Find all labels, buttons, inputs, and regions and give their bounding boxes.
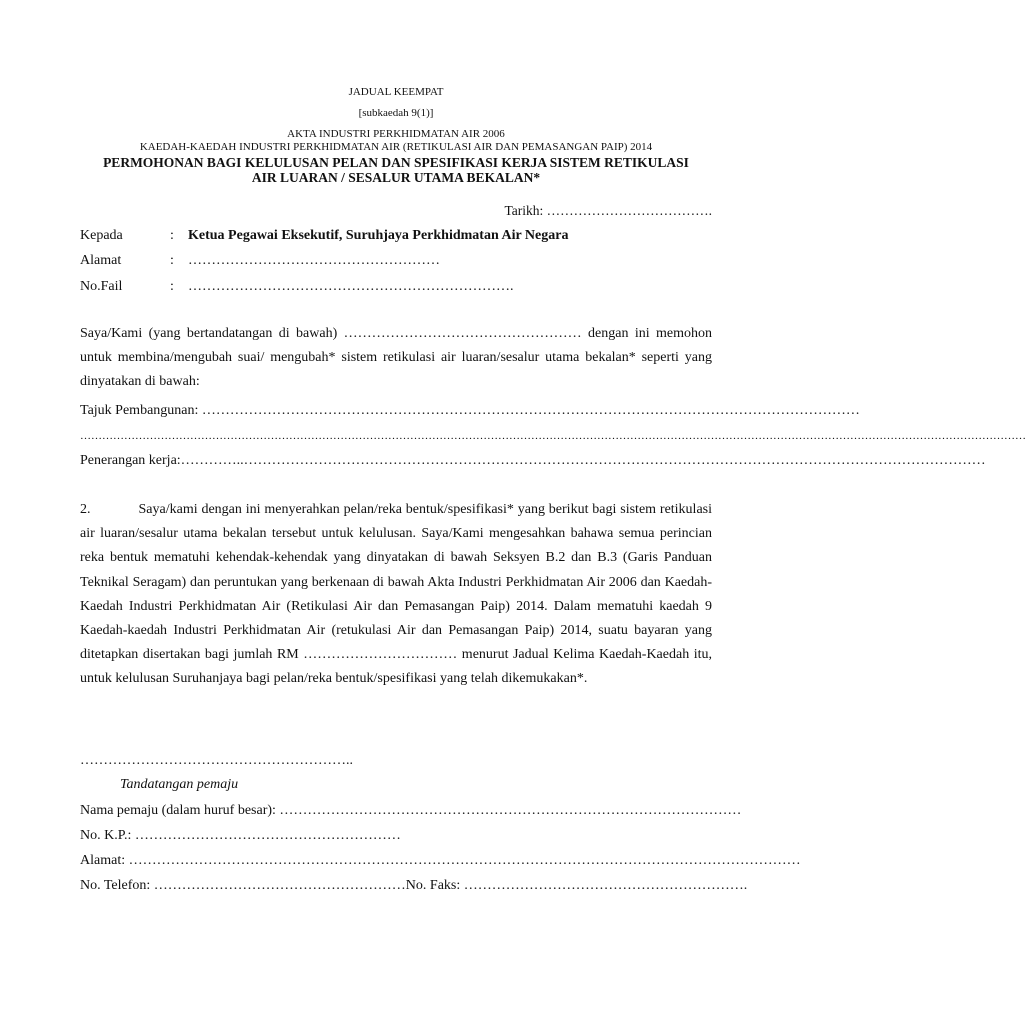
file-number-field[interactable]: ……………………………………………………………. <box>188 279 514 294</box>
rules-title: KAEDAH-KAEDAH INDUSTRI PERKHIDMATAN AIR (RETIKULASI AIR DAN PEMASANGAN PAIP) 2014 <box>139 141 653 153</box>
paragraph-number: 2. <box>80 502 91 517</box>
project-title-field[interactable]: Tajuk Pembangunan: …………………………………………………………………………………………………………………………… <box>80 403 860 418</box>
developer-name-field[interactable]: Nama pemaju (dalam huruf besar): ……………………………………………………………………………………… <box>80 803 742 818</box>
signature-label: Tandatangan pemaju <box>120 777 239 792</box>
ic-number-field[interactable]: No. K.P.: ………………………………………………… <box>80 828 401 843</box>
developer-address-field[interactable]: Alamat: ……………………………………………………………………………………………………………………………… <box>80 853 801 868</box>
signature-line[interactable]: ………………………………………………….. <box>80 753 353 768</box>
subrule-label: [subkaedah 9(1)] <box>358 107 434 119</box>
project-title-continuation[interactable]: …………………………………………………………………………………………………………………………………………………………………………………………………………………………………… <box>80 430 1026 442</box>
form-title-line2: AIR LUARAN / SESALUR UTAMA BEKALAN* <box>251 170 541 185</box>
colon: : <box>170 279 174 294</box>
recipient-row <box>80 227 568 245</box>
address-row <box>80 252 440 270</box>
work-description-field[interactable]: Penerangan kerja:…………..…………………………………………………………………………………………………………………………………………… <box>80 453 986 468</box>
schedule-label: JADUAL KEEMPAT <box>348 86 444 98</box>
application-paragraph: Saya/Kami (yang bertandatangan di bawah) …………………………………………… dengan ini memohon untuk membina/mengubah suai/ mengubah* sistem retikulasi air luaran/sesalur utama bekalan* seperti yang dinyatakan di bawah: <box>80 326 712 390</box>
file-number-label: No.Fail <box>80 279 123 294</box>
recipient-value: Ketua Pegawai Eksekutif, Suruhjaya Perkhidmatan Air Negara <box>188 228 569 243</box>
address-label: Alamat <box>80 253 122 268</box>
recipient-label: Kepada <box>80 228 123 243</box>
form-page <box>80 0 1026 1024</box>
address-field[interactable]: ……………………………………………… <box>188 253 440 268</box>
submission-paragraph <box>80 498 712 692</box>
phone-fax-field[interactable]: No. Telefon: ………………………………………………No. Faks: ……………………………………………………. <box>80 878 748 893</box>
submission-text: Saya/kami dengan ini menyerahkan pelan/reka bentuk/spesifikasi* yang berikut bagi sistem retikulasi air luaran/sesalur utama bekalan tersebut untuk kelulusan. Saya/Kami mengesahkan bahawa semua perincian reka bentuk mematuhi kehendak-kehendak yang dinyatakan di bawah Seksyen B.2 dan B.3 (Garis Panduan Teknikal Seragam) dan peruntukan yang berkenaan di bawah Akta Industri Perkhidmatan Air 2006 dan Kaedah-Kaedah Industri Perkhidmatan Air (Retikulasi Air dan Pemasangan Paip) 2014. Dalam mematuhi kaedah 9 Kaedah-kaedah Industri Perkhidmatan Air (retukulasi Air dan Pemasangan Paip) 2014, suatu bayaran yang ditetapkan disertakan bagi jumlah RM …………………………… menurut Jadual Kelima Kaedah-Kaedah itu, untuk kelulusan Suruhanjaya bagi pelan/reka bentuk/spesifikasi yang telah dikemukakan*. <box>80 502 712 687</box>
colon: : <box>170 228 174 243</box>
act-title: AKTA INDUSTRI PERKHIDMATAN AIR 2006 <box>287 128 505 140</box>
colon: : <box>170 253 174 268</box>
file-number-row <box>80 278 514 296</box>
form-title-line1: PERMOHONAN BAGI KELULUSAN PELAN DAN SPESIFIKASI KERJA SISTEM RETIKULASI <box>103 155 689 170</box>
date-field[interactable]: Tarikh: ………………………………. <box>504 203 712 218</box>
